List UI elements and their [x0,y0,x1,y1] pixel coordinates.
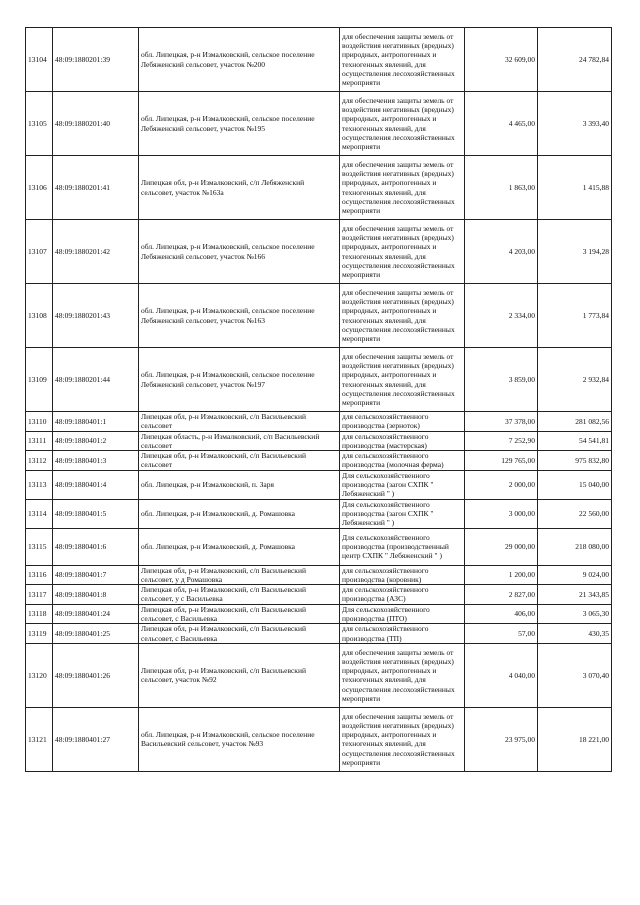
table-row [26,156,612,220]
cadastral-number: 48:09:1880401:4 [53,470,139,499]
permitted-use: для обеспечения защиты земель от воздействия негативных (вредных) природных, антропогенных и техногенных явлений, для осуществления лесохозяйственных мероприяти [340,348,465,412]
table-row [26,707,612,771]
row-number: 13114 [26,499,53,528]
row-number: 13121 [26,707,53,771]
cadastral-value: 3 393,40 [538,92,612,156]
cadastral-number: 48:09:1880201:41 [53,156,139,220]
row-number: 13110 [26,412,53,432]
location-address: Липецкая обл, р-н Измалковский, с/п Васильевский сельсовет, с Васильевка [139,604,340,624]
location-address: обл. Липецкая, р-н Измалковский, сельское поселение Лебяженский сельсовет, участок №200 [139,28,340,92]
table-row [26,470,612,499]
area-value: 3 859,00 [465,348,538,412]
table-row [26,451,612,471]
area-value: 32 609,00 [465,28,538,92]
permitted-use: для сельскохозяйственного производства (коровник) [340,565,465,585]
location-address: Липецкая обл, р-н Измалковский, с/п Васильевский сельсовет, у д Ромашовка [139,565,340,585]
location-address: Липецкая обл, р-н Измалковский, с/п Васильевский сельсовет [139,451,340,471]
area-value: 7 252,90 [465,431,538,451]
cadastral-value: 975 832,80 [538,451,612,471]
cadastral-value: 1 773,84 [538,284,612,348]
location-address: Липецкая обл, р-н Измалковский, с/п Васильевский сельсовет, с Васильевка [139,624,340,644]
permitted-use: для сельскохозяйственного производства (мастерская) [340,431,465,451]
cadastral-value: 54 541,81 [538,431,612,451]
permitted-use: для сельскохозяйственного производства (АЗС) [340,585,465,605]
location-address: Липецкая область, р-н Измалковский, с/п Васильевский сельсовет [139,431,340,451]
area-value: 29 000,00 [465,528,538,565]
area-value: 406,00 [465,604,538,624]
cadastral-number: 48:09:1880401:27 [53,707,139,771]
permitted-use: для обеспечения защиты земель от воздействия негативных (вредных) природных, антропогенных и техногенных явлений, для осуществления лесохозяйственных мероприяти [340,643,465,707]
permitted-use: Для сельскохозяйственного производства (производственный центр СХПК " Лебяженский " ) [340,528,465,565]
table-row [26,348,612,412]
location-address: обл. Липецкая, р-н Измалковский, д. Ромашовка [139,528,340,565]
permitted-use: для сельскохозяйственного производства (молочная ферма) [340,451,465,471]
cadastral-value: 9 024,00 [538,565,612,585]
permitted-use: для обеспечения защиты земель от воздействия негативных (вредных) природных, антропогенных и техногенных явлений, для осуществления лесохозяйственных мероприяти [340,707,465,771]
cadastral-value: 18 221,00 [538,707,612,771]
area-value: 4 040,00 [465,643,538,707]
table-row [26,412,612,432]
table-row [26,92,612,156]
area-value: 129 765,00 [465,451,538,471]
table-row [26,528,612,565]
permitted-use: для обеспечения защиты земель от воздействия негативных (вредных) природных, антропогенных и техногенных явлений, для осуществления лесохозяйственных мероприяти [340,28,465,92]
location-address: обл. Липецкая, р-н Измалковский, сельское поселение Васильевский сельсовет, участок №93 [139,707,340,771]
cadastral-number: 48:09:1880401:8 [53,585,139,605]
row-number: 13105 [26,92,53,156]
land-registry-table [25,27,612,772]
cadastral-number: 48:09:1880401:26 [53,643,139,707]
location-address: обл. Липецкая, р-н Измалковский, сельское поселение Лебяженский сельсовет, участок №195 [139,92,340,156]
cadastral-number: 48:09:1880401:1 [53,412,139,432]
cadastral-value: 3 070,40 [538,643,612,707]
area-value: 3 000,00 [465,499,538,528]
location-address: обл. Липецкая, р-н Измалковский, сельское поселение Лебяженский сельсовет, участок №163 [139,284,340,348]
table-row [26,643,612,707]
table-row [26,624,612,644]
cadastral-number: 48:09:1880401:24 [53,604,139,624]
cadastral-number: 48:09:1880201:39 [53,28,139,92]
location-address: Липецкая обл, р-н Измалковский, с/п Васильевский сельсовет, у с Васильевка [139,585,340,605]
location-address: обл. Липецкая, р-н Измалковский, п. Заря [139,470,340,499]
permitted-use: Для сельскохозяйственного производства (загон СХПК " Лебяженский " ) [340,470,465,499]
permitted-use: Для сельскохозяйственного производства (ПТО) [340,604,465,624]
cadastral-number: 48:09:1880401:3 [53,451,139,471]
row-number: 13109 [26,348,53,412]
row-number: 13115 [26,528,53,565]
cadastral-value: 281 082,56 [538,412,612,432]
row-number: 13116 [26,565,53,585]
cadastral-number: 48:09:1880201:43 [53,284,139,348]
row-number: 13104 [26,28,53,92]
cadastral-value: 2 932,84 [538,348,612,412]
row-number: 13113 [26,470,53,499]
location-address: обл. Липецкая, р-н Измалковский, сельское поселение Лебяженский сельсовет, участок №166 [139,220,340,284]
cadastral-value: 22 560,00 [538,499,612,528]
cadastral-value: 1 415,88 [538,156,612,220]
table-row [26,585,612,605]
permitted-use: для сельскохозяйственного производства (зерноток) [340,412,465,432]
area-value: 57,00 [465,624,538,644]
cadastral-value: 218 080,00 [538,528,612,565]
permitted-use: для обеспечения защиты земель от воздействия негативных (вредных) природных, антропогенных и техногенных явлений, для осуществления лесохозяйственных мероприяти [340,284,465,348]
cadastral-number: 48:09:1880401:7 [53,565,139,585]
row-number: 13119 [26,624,53,644]
row-number: 13112 [26,451,53,471]
table-row [26,220,612,284]
cadastral-number: 48:09:1880201:44 [53,348,139,412]
table-body [26,28,612,772]
location-address: обл. Липецкая, р-н Измалковский, д. Ромашовка [139,499,340,528]
permitted-use: для обеспечения защиты земель от воздействия негативных (вредных) природных, антропогенных и техногенных явлений, для осуществления лесохозяйственных мероприяти [340,156,465,220]
row-number: 13108 [26,284,53,348]
area-value: 2 827,00 [465,585,538,605]
row-number: 13117 [26,585,53,605]
table-row [26,604,612,624]
area-value: 4 465,00 [465,92,538,156]
permitted-use: для обеспечения защиты земель от воздействия негативных (вредных) природных, антропогенных и техногенных явлений, для осуществления лесохозяйственных мероприяти [340,220,465,284]
cadastral-value: 3 194,28 [538,220,612,284]
location-address: Липецкая обл, р-н Измалковский, с/п Васильевский сельсовет, участок №92 [139,643,340,707]
cadastral-value: 430,35 [538,624,612,644]
area-value: 23 975,00 [465,707,538,771]
row-number: 13106 [26,156,53,220]
permitted-use: для обеспечения защиты земель от воздействия негативных (вредных) природных, антропогенных и техногенных явлений, для осуществления лесохозяйственных мероприяти [340,92,465,156]
location-address: Липецкая обл, р-н Измалковский, с/п Васильевский сельсовет [139,412,340,432]
table-row [26,565,612,585]
permitted-use: Для сельскохозяйственного производства (загон СХПК " Лебяженский " ) [340,499,465,528]
area-value: 4 203,00 [465,220,538,284]
area-value: 1 863,00 [465,156,538,220]
cadastral-number: 48:09:1880401:25 [53,624,139,644]
cadastral-value: 15 040,00 [538,470,612,499]
cadastral-value: 21 343,85 [538,585,612,605]
row-number: 13111 [26,431,53,451]
location-address: Липецкая обл, р-н Измалковский, с/п Лебяженский сельсовет, участок №163а [139,156,340,220]
row-number: 13118 [26,604,53,624]
cadastral-number: 48:09:1880201:40 [53,92,139,156]
area-value: 2 334,00 [465,284,538,348]
cadastral-value: 3 065,30 [538,604,612,624]
cadastral-value: 24 782,84 [538,28,612,92]
cadastral-number: 48:09:1880201:42 [53,220,139,284]
area-value: 2 000,00 [465,470,538,499]
permitted-use: для сельскохозяйственного производства (ТП) [340,624,465,644]
cadastral-number: 48:09:1880401:6 [53,528,139,565]
table-row [26,431,612,451]
cadastral-number: 48:09:1880401:5 [53,499,139,528]
area-value: 1 200,00 [465,565,538,585]
table-row [26,28,612,92]
location-address: обл. Липецкая, р-н Измалковский, сельское поселение Лебяженский сельсовет, участок №197 [139,348,340,412]
row-number: 13120 [26,643,53,707]
table-row [26,499,612,528]
row-number: 13107 [26,220,53,284]
table-row [26,284,612,348]
cadastral-number: 48:09:1880401:2 [53,431,139,451]
area-value: 37 378,00 [465,412,538,432]
